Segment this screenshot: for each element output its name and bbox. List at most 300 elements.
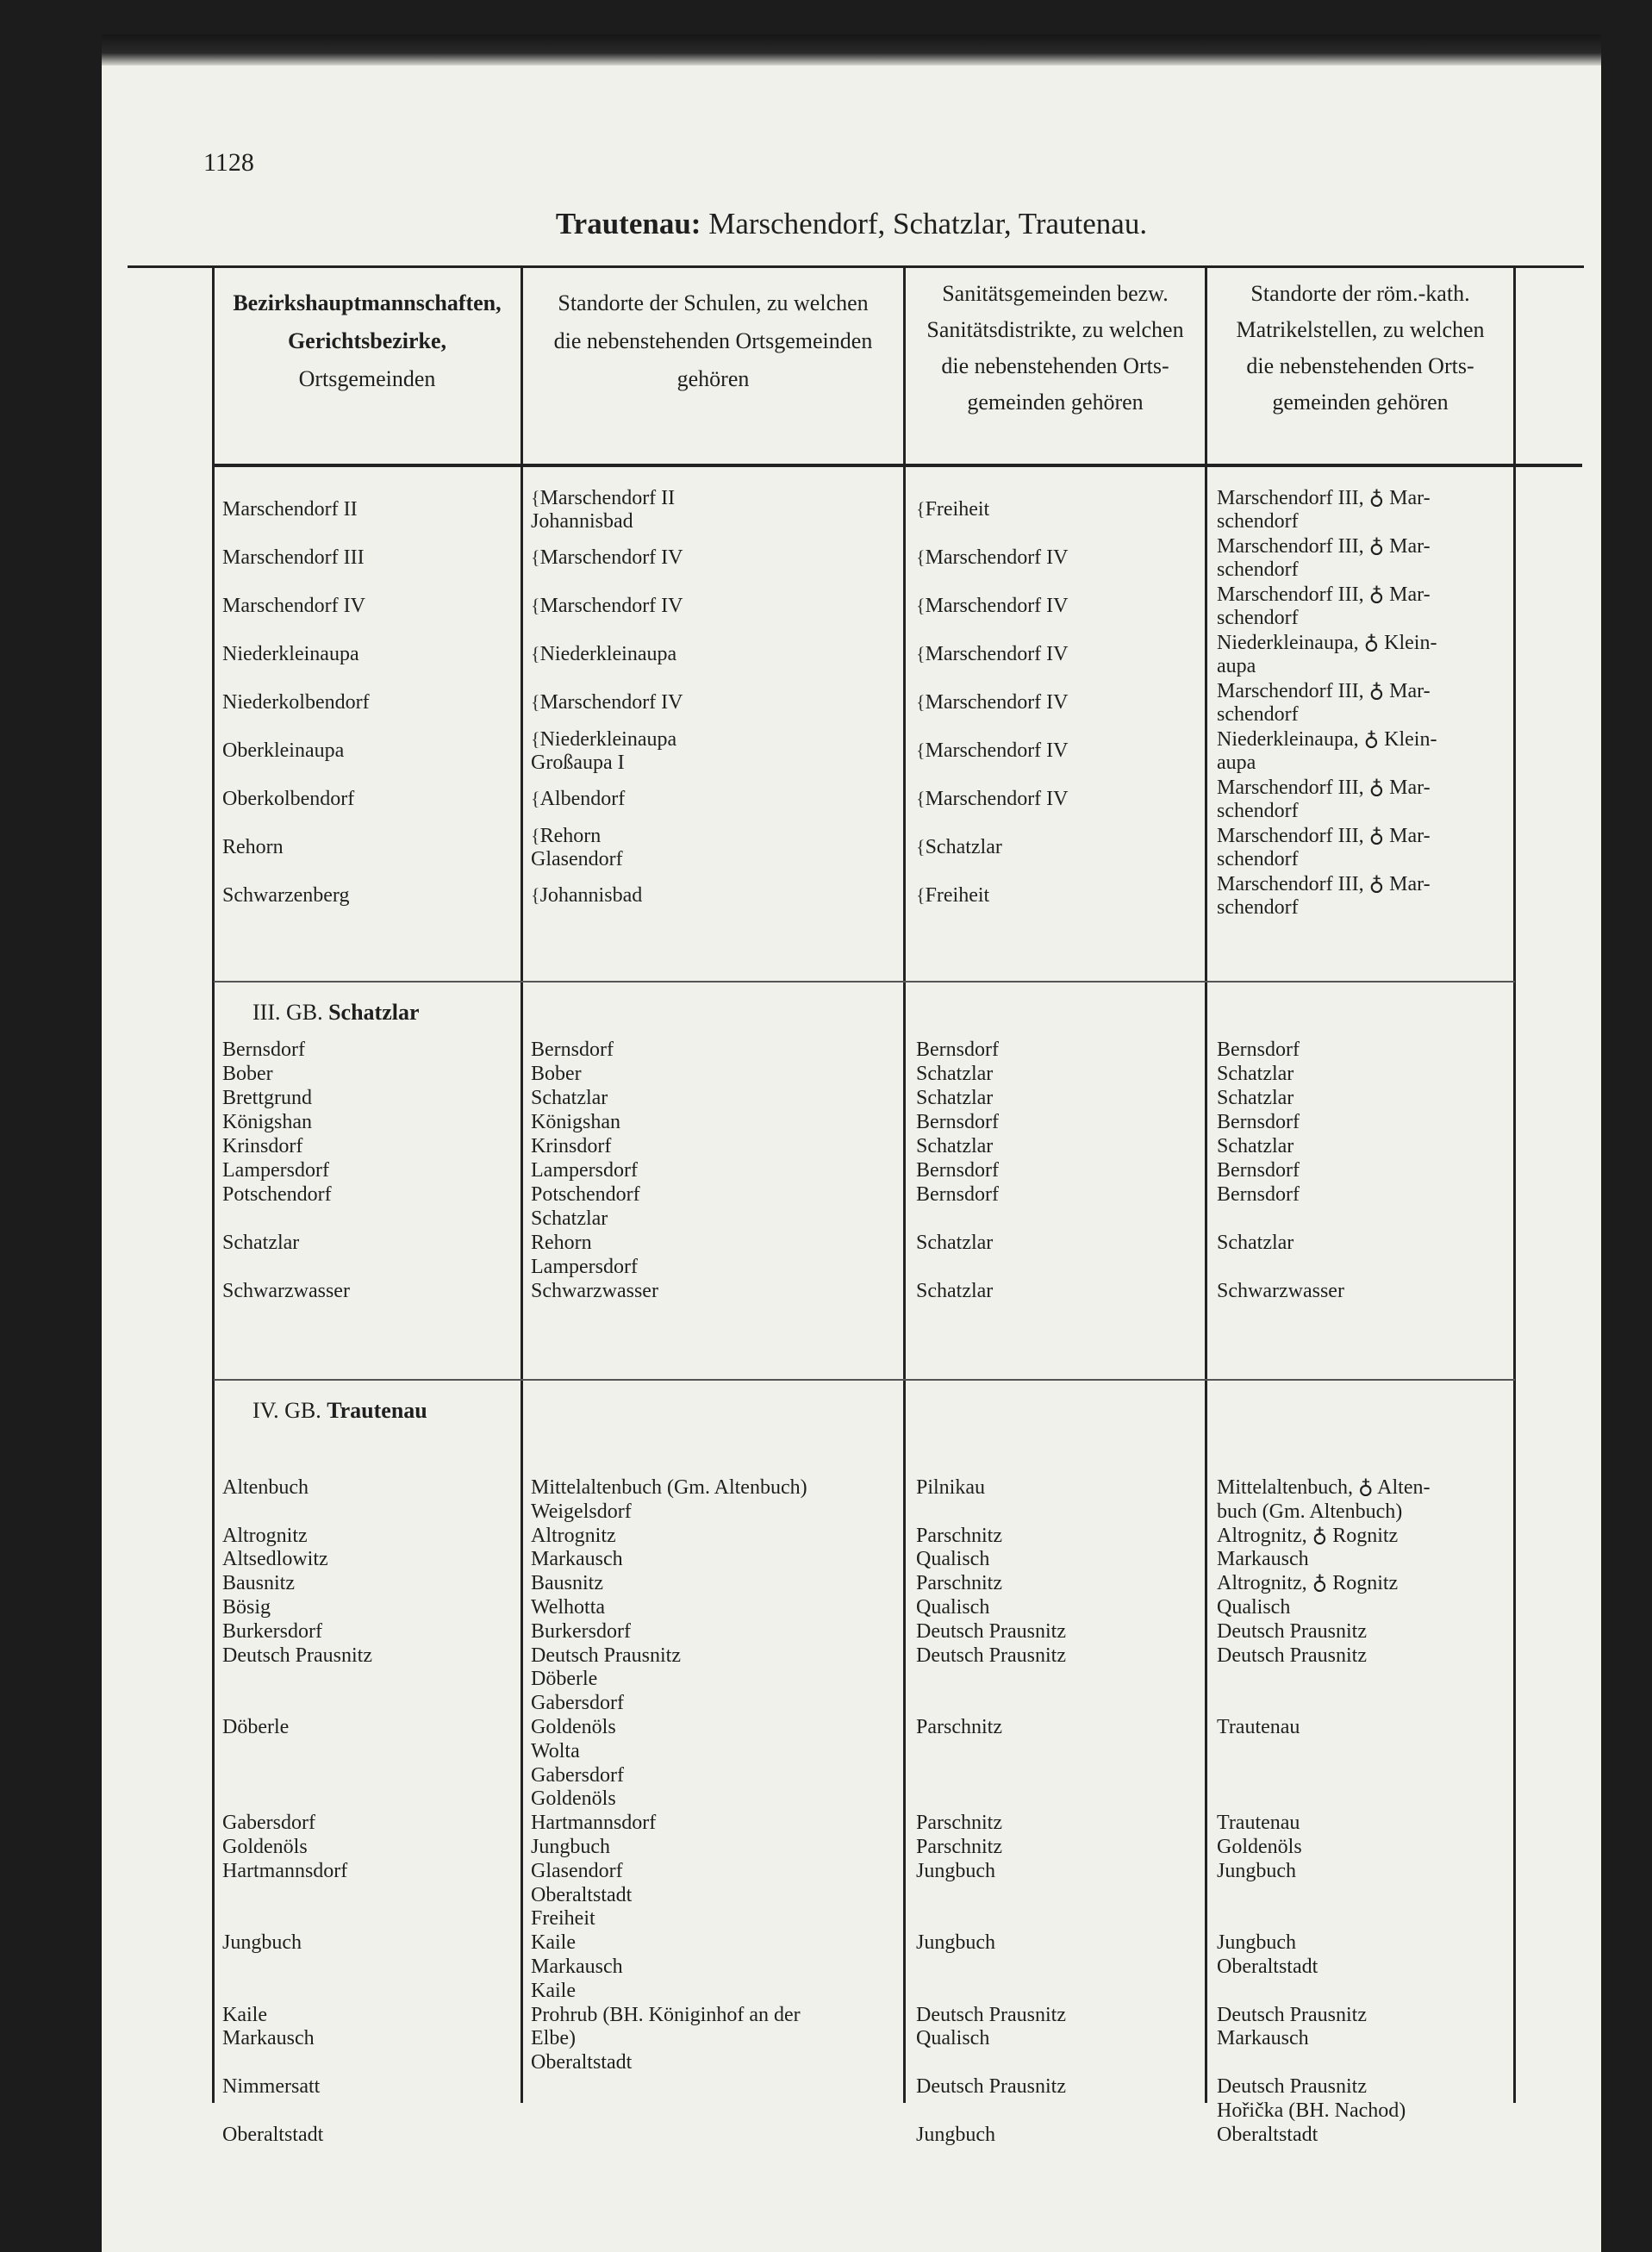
trautenau-col1-cell bbox=[222, 1644, 372, 1668]
trautenau-col4-cell-text: Qualisch bbox=[1217, 1596, 1291, 1619]
trautenau-col2-cell-text: Markausch bbox=[531, 1956, 623, 1978]
schatzlar-col2-cell bbox=[531, 1279, 658, 1303]
schatzlar-col1-cell bbox=[222, 1158, 329, 1182]
matrikel-cell-text: schendorf bbox=[1217, 800, 1299, 822]
matrikel-cell bbox=[1217, 702, 1299, 727]
matrikel-cell bbox=[1217, 824, 1431, 848]
header-col3-line3: die nebenstehenden Orts- bbox=[941, 353, 1169, 378]
schatzlar-col4-cell-text: Bernsdorf bbox=[1217, 1159, 1300, 1182]
schule-cell-text: Marschendorf II bbox=[539, 487, 676, 509]
trautenau-col4-cell bbox=[1217, 1715, 1300, 1739]
trautenau-col2-cell bbox=[531, 1691, 624, 1715]
matrikel-cell bbox=[1217, 606, 1299, 630]
section-prefix: III. GB. bbox=[252, 1000, 323, 1025]
trautenau-col3-cell bbox=[916, 2003, 1066, 2027]
column-divider-2 bbox=[521, 267, 523, 2103]
trautenau-col3-cell-text: Parschnitz bbox=[916, 1812, 1002, 1835]
schatzlar-col2-cell bbox=[531, 1062, 582, 1086]
trautenau-col2-cell bbox=[531, 1931, 576, 1955]
matrikel-cell bbox=[1217, 847, 1299, 871]
schatzlar-col2-cell-text: Bober bbox=[531, 1063, 582, 1085]
schule-cell bbox=[531, 751, 625, 775]
schatzlar-col2-cell-text: Schatzlar bbox=[531, 1087, 608, 1109]
trautenau-col2-cell-text: Oberaltstadt bbox=[531, 1883, 633, 1906]
schatzlar-col1-cell bbox=[222, 1279, 350, 1303]
section-heading-trautenau bbox=[252, 1398, 427, 1424]
trautenau-col2-cell bbox=[531, 1524, 616, 1548]
trautenau-col4-cell bbox=[1217, 1595, 1290, 1619]
trautenau-col3-cell bbox=[916, 1811, 1002, 1835]
schule-cell bbox=[531, 642, 676, 666]
schatzlar-col1-cell-text: Krinsdorf bbox=[222, 1135, 303, 1157]
sanitaet-cell-text: Marschendorf IV bbox=[925, 691, 1069, 714]
document-page bbox=[102, 34, 1601, 2252]
trautenau-col1-cell bbox=[222, 2026, 315, 2050]
trautenau-col3-cell bbox=[916, 2123, 995, 2147]
trautenau-col3-cell bbox=[916, 1715, 1002, 1739]
matrikel-cell-text: Marschendorf III, ♁ Mar- bbox=[1217, 777, 1431, 799]
trautenau-col4-cell bbox=[1217, 2026, 1309, 2050]
trautenau-col2-cell-text: Hartmannsdorf bbox=[531, 1812, 657, 1835]
trautenau-col3-cell bbox=[916, 2074, 1066, 2099]
trautenau-col3-cell bbox=[916, 1931, 995, 1955]
matrikel-cell-text: Niederkleinaupa, ♁ Klein- bbox=[1217, 728, 1437, 751]
trautenau-col1-cell-text: Altsedlowitz bbox=[222, 1548, 328, 1571]
trautenau-col3-cell-text: Qualisch bbox=[916, 2027, 990, 2050]
sanitaet-cell-text: Freiheit bbox=[925, 498, 990, 521]
matrikel-cell-text: schendorf bbox=[1217, 896, 1299, 919]
trautenau-col1-cell-text: Deutsch Prausnitz bbox=[222, 1644, 372, 1667]
matrikel-cell-text: aupa bbox=[1217, 655, 1256, 677]
ortsgemeinde-cell-text: Niederkleinaupa bbox=[222, 643, 359, 665]
schatzlar-col2-cell bbox=[531, 1255, 638, 1279]
schatzlar-col1-cell bbox=[222, 1182, 332, 1207]
ortsgemeinde-cell-text: Oberkleinaupa bbox=[222, 739, 345, 762]
brace-mark: { bbox=[916, 836, 926, 858]
header-col2-line2: die nebenstehenden Ortsgemeinden bbox=[553, 328, 873, 353]
schatzlar-col3-cell-text: Bernsdorf bbox=[916, 1111, 999, 1133]
brace-mark: { bbox=[916, 739, 926, 761]
trautenau-col2-cell-text: Goldenöls bbox=[531, 1787, 616, 1811]
sanitaet-cell-text: Schatzlar bbox=[925, 836, 1002, 858]
trautenau-col3-cell-text: Pilnikau bbox=[916, 1476, 986, 1499]
trautenau-col4-cell bbox=[1217, 1619, 1367, 1644]
schatzlar-col1-cell bbox=[222, 1086, 312, 1110]
trautenau-col2-cell bbox=[531, 1595, 605, 1619]
trautenau-col1-cell-text: Markausch bbox=[222, 2027, 315, 2050]
schatzlar-col1-cell-text: Brettgrund bbox=[222, 1087, 312, 1109]
header-col4-line4: gemeinden gehören bbox=[1272, 390, 1449, 415]
trautenau-col1-cell-text: Nimmersatt bbox=[222, 2075, 321, 2098]
schatzlar-col4-cell-text: Schatzlar bbox=[1217, 1063, 1294, 1085]
trautenau-col3-cell-text: Deutsch Prausnitz bbox=[916, 2003, 1066, 2026]
ortsgemeinde-cell bbox=[222, 690, 370, 714]
page-number: 1128 bbox=[203, 148, 254, 177]
schatzlar-col2-cell-text: Krinsdorf bbox=[531, 1135, 612, 1157]
trautenau-col3-cell-text: Parschnitz bbox=[916, 1572, 1002, 1595]
trautenau-col4-cell-text: Jungbuch bbox=[1217, 1931, 1296, 1955]
schatzlar-col4-cell-text: Bernsdorf bbox=[1217, 1039, 1300, 1061]
schatzlar-col2-cell bbox=[531, 1182, 640, 1207]
trautenau-col1-cell-text: Gabersdorf bbox=[222, 1812, 315, 1835]
schule-cell bbox=[531, 847, 623, 871]
brace-mark: { bbox=[531, 546, 540, 568]
brace-mark: { bbox=[531, 788, 540, 809]
ortsgemeinde-cell bbox=[222, 546, 365, 570]
schule-cell-text: Johannisbad bbox=[531, 510, 633, 533]
sanitaet-cell-text: Marschendorf IV bbox=[925, 788, 1069, 810]
schatzlar-col2-cell-text: Lampersdorf bbox=[531, 1256, 638, 1278]
schatzlar-col3-cell bbox=[916, 1062, 993, 1086]
matrikel-cell-text: schendorf bbox=[1217, 607, 1299, 629]
matrikel-cell bbox=[1217, 776, 1431, 800]
trautenau-col3-cell bbox=[916, 1595, 989, 1619]
trautenau-col1-cell bbox=[222, 1571, 295, 1595]
trautenau-col4-cell bbox=[1217, 1475, 1431, 1500]
trautenau-col1-cell bbox=[222, 2003, 267, 2027]
trautenau-col3-cell bbox=[916, 1835, 1002, 1859]
trautenau-col3-cell bbox=[916, 1547, 989, 1571]
trautenau-col4-cell-text: Jungbuch bbox=[1217, 1859, 1296, 1882]
schatzlar-col3-cell-text: Schatzlar bbox=[916, 1063, 994, 1085]
trautenau-col3-cell bbox=[916, 2026, 989, 2050]
trautenau-col1-cell bbox=[222, 1475, 309, 1500]
brace-mark: { bbox=[531, 595, 540, 616]
schule-cell-text: Marschendorf IV bbox=[539, 691, 683, 714]
trautenau-col3-cell-text: Qualisch bbox=[916, 1548, 990, 1571]
trautenau-col3-cell bbox=[916, 1571, 1002, 1595]
schule-cell bbox=[531, 824, 601, 848]
trautenau-col2-cell-text: Jungbuch bbox=[531, 1836, 610, 1858]
ortsgemeinde-cell bbox=[222, 835, 284, 859]
header-col4-line2: Matrikelstellen, zu welchen bbox=[1236, 317, 1485, 342]
title-bold: Trautenau: bbox=[555, 207, 701, 240]
trautenau-col1-cell-text: Goldenöls bbox=[222, 1836, 308, 1858]
schule-cell-text: Marschendorf IV bbox=[539, 595, 683, 617]
schatzlar-col1-cell bbox=[222, 1062, 273, 1086]
trautenau-col2-cell-text: Prohrub (BH. Königinhof an der bbox=[531, 2003, 801, 2026]
ortsgemeinde-cell bbox=[222, 642, 359, 666]
header-col3-line2: Sanitätsdistrikte, zu welchen bbox=[926, 317, 1184, 342]
header-col1-line3: Ortsgemeinden bbox=[298, 366, 436, 391]
section-name: Trautenau bbox=[327, 1398, 427, 1423]
trautenau-col2-cell-text: Mittelaltenbuch (Gm. Altenbuch) bbox=[531, 1476, 807, 1499]
matrikel-cell-text: Marschendorf III, ♁ Mar- bbox=[1217, 487, 1431, 509]
trautenau-col4-cell bbox=[1217, 1835, 1302, 1859]
schule-cell-text: Großaupa I bbox=[531, 752, 625, 774]
trautenau-col3-cell bbox=[916, 1859, 995, 1883]
schule-cell-text: Marschendorf IV bbox=[539, 546, 683, 569]
trautenau-col3-cell-text: Deutsch Prausnitz bbox=[916, 1644, 1066, 1667]
trautenau-col1-cell-text: Altrognitz bbox=[222, 1524, 308, 1547]
trautenau-col1-cell bbox=[222, 1715, 289, 1739]
ortsgemeinde-cell-text: Niederkolbendorf bbox=[222, 691, 370, 714]
trautenau-col4-cell-text: Hořička (BH. Nachod) bbox=[1217, 2099, 1406, 2122]
sanitaet-cell-text: Marschendorf IV bbox=[925, 595, 1069, 617]
trautenau-col4-cell-text: buch (Gm. Altenbuch) bbox=[1217, 1500, 1403, 1523]
trautenau-col2-cell bbox=[531, 1859, 623, 1883]
schatzlar-col3-cell bbox=[916, 1182, 999, 1207]
page-title bbox=[102, 207, 1601, 241]
matrikel-cell-text: Niederkleinaupa, ♁ Klein- bbox=[1217, 632, 1437, 654]
matrikel-cell bbox=[1217, 872, 1431, 896]
trautenau-col1-cell-text: Döberle bbox=[222, 1716, 290, 1738]
trautenau-col2-cell-text: Burkersdorf bbox=[531, 1619, 631, 1643]
trautenau-col2-cell bbox=[531, 1715, 616, 1739]
schatzlar-col2-cell bbox=[531, 1134, 611, 1158]
schatzlar-col4-cell bbox=[1217, 1231, 1294, 1255]
header-bottom-rule bbox=[212, 464, 1582, 467]
matrikel-cell bbox=[1217, 679, 1431, 703]
schatzlar-col4-cell-text: Schatzlar bbox=[1217, 1087, 1294, 1109]
trautenau-col2-cell-text: Markausch bbox=[531, 1548, 623, 1571]
schatzlar-col4-cell-text: Bernsdorf bbox=[1217, 1111, 1300, 1133]
trautenau-col4-cell bbox=[1217, 1644, 1367, 1668]
schatzlar-col1-cell-text: Bober bbox=[222, 1063, 273, 1085]
column-divider-3 bbox=[903, 267, 906, 2103]
trautenau-col2-cell bbox=[531, 1475, 807, 1500]
schatzlar-col3-cell-text: Bernsdorf bbox=[916, 1183, 999, 1206]
schatzlar-col1-cell-text: Schatzlar bbox=[222, 1232, 300, 1254]
trautenau-col2-cell-text: Weigelsdorf bbox=[531, 1500, 632, 1523]
trautenau-col3-cell bbox=[916, 1619, 1066, 1644]
brace-mark: { bbox=[916, 788, 926, 809]
column-divider-1 bbox=[212, 267, 215, 2103]
sanitaet-cell bbox=[916, 546, 1069, 570]
trautenau-col2-cell bbox=[531, 1500, 632, 1524]
brace-mark: { bbox=[531, 643, 540, 664]
matrikel-cell bbox=[1217, 509, 1299, 533]
schatzlar-col2-cell bbox=[531, 1207, 608, 1231]
trautenau-col4-cell bbox=[1217, 2123, 1318, 2147]
sanitaet-cell-text: Marschendorf IV bbox=[925, 739, 1069, 762]
trautenau-col3-cell-text: Jungbuch bbox=[916, 2123, 995, 2146]
schatzlar-col3-cell-text: Schatzlar bbox=[916, 1087, 994, 1109]
trautenau-col1-cell-text: Altenbuch bbox=[222, 1476, 309, 1499]
section-rule-2 bbox=[214, 1379, 1515, 1381]
sanitaet-cell bbox=[916, 497, 989, 521]
trautenau-col2-cell bbox=[531, 1883, 632, 1907]
trautenau-col4-cell-text: Trautenau bbox=[1217, 1716, 1300, 1738]
trautenau-col1-cell bbox=[222, 1835, 308, 1859]
schatzlar-col2-cell-text: Rehorn bbox=[531, 1232, 592, 1254]
trautenau-col4-cell bbox=[1217, 1547, 1309, 1571]
schatzlar-col2-cell-text: Bernsdorf bbox=[531, 1039, 614, 1061]
matrikel-cell bbox=[1217, 534, 1431, 558]
schule-cell bbox=[531, 509, 633, 533]
trautenau-col2-cell-text: Kaile bbox=[531, 1979, 576, 2002]
trautenau-col2-cell-text: Kaile bbox=[531, 1931, 576, 1955]
schule-cell-text: Johannisbad bbox=[539, 884, 643, 907]
schatzlar-col2-cell-text: Schatzlar bbox=[531, 1207, 608, 1230]
trautenau-col1-cell-text: Jungbuch bbox=[222, 1931, 302, 1955]
section-heading-schatzlar bbox=[252, 1000, 420, 1026]
sanitaet-cell bbox=[916, 690, 1069, 714]
trautenau-col1-cell bbox=[222, 1859, 347, 1883]
title-rest: Marschendorf, Schatzlar, Trautenau. bbox=[708, 207, 1148, 240]
ortsgemeinde-cell bbox=[222, 594, 365, 618]
trautenau-col2-cell-text: Gabersdorf bbox=[531, 1763, 624, 1787]
brace-mark: { bbox=[916, 643, 926, 664]
schatzlar-col1-cell-text: Potschendorf bbox=[222, 1183, 332, 1206]
schatzlar-col1-cell bbox=[222, 1231, 299, 1255]
trautenau-col3-cell-text: Deutsch Prausnitz bbox=[916, 2075, 1066, 2098]
trautenau-col4-cell-text: Markausch bbox=[1217, 2027, 1309, 2050]
sanitaet-cell bbox=[916, 787, 1069, 811]
matrikel-cell bbox=[1217, 654, 1256, 678]
trautenau-col2-cell-text: Elbe) bbox=[531, 2027, 576, 2050]
ortsgemeinde-cell-text: Marschendorf IV bbox=[222, 595, 365, 617]
matrikel-cell-text: Marschendorf III, ♁ Mar- bbox=[1217, 583, 1431, 606]
header-col1-line2: Gerichtsbezirke, bbox=[287, 328, 447, 353]
schatzlar-col4-cell bbox=[1217, 1038, 1300, 1062]
brace-mark: { bbox=[916, 691, 926, 713]
schatzlar-col1-cell bbox=[222, 1110, 312, 1134]
matrikel-cell-text: schendorf bbox=[1217, 848, 1299, 870]
schatzlar-col2-cell-text: Potschendorf bbox=[531, 1183, 640, 1206]
schatzlar-col4-cell bbox=[1217, 1134, 1294, 1158]
matrikel-cell-text: Marschendorf III, ♁ Mar- bbox=[1217, 825, 1431, 847]
header-col4 bbox=[1207, 276, 1513, 421]
trautenau-col4-cell-text: Altrognitz, ♁ Rognitz bbox=[1217, 1524, 1399, 1547]
trautenau-col4-cell-text: Deutsch Prausnitz bbox=[1217, 1644, 1367, 1667]
header-col3-line4: gemeinden gehören bbox=[967, 390, 1144, 415]
trautenau-col2-cell-text: Deutsch Prausnitz bbox=[531, 1644, 681, 1667]
brace-mark: { bbox=[916, 498, 926, 520]
trautenau-col2-cell-text: Döberle bbox=[531, 1668, 598, 1691]
matrikel-cell bbox=[1217, 583, 1431, 607]
schatzlar-col2-cell bbox=[531, 1158, 638, 1182]
ortsgemeinde-cell bbox=[222, 787, 354, 811]
trautenau-col4-cell bbox=[1217, 2099, 1406, 2123]
schatzlar-col3-cell-text: Schatzlar bbox=[916, 1135, 994, 1157]
schatzlar-col1-cell bbox=[222, 1038, 305, 1062]
trautenau-col2-cell bbox=[531, 1906, 595, 1931]
ortsgemeinde-cell-text: Marschendorf III bbox=[222, 546, 365, 569]
trautenau-col2-cell bbox=[531, 1787, 616, 1811]
schatzlar-col3-cell bbox=[916, 1086, 993, 1110]
trautenau-col4-cell bbox=[1217, 2003, 1367, 2027]
trautenau-col2-cell-text: Goldenöls bbox=[531, 1716, 616, 1738]
schule-cell-text: Niederkleinaupa bbox=[539, 643, 677, 665]
header-col4-line1: Standorte der röm.-kath. bbox=[1250, 281, 1470, 306]
brace-mark: { bbox=[531, 728, 540, 750]
schatzlar-col2-cell-text: Königshan bbox=[531, 1111, 620, 1133]
trautenau-col2-cell-text: Welhotta bbox=[531, 1596, 606, 1619]
brace-mark: { bbox=[916, 884, 926, 906]
sanitaet-cell-text: Marschendorf IV bbox=[925, 546, 1069, 569]
schatzlar-col4-cell bbox=[1217, 1279, 1344, 1303]
trautenau-col4-cell-text: Deutsch Prausnitz bbox=[1217, 1619, 1367, 1643]
trautenau-col1-cell bbox=[222, 1619, 322, 1644]
sanitaet-cell-text: Marschendorf IV bbox=[925, 643, 1069, 665]
trautenau-col2-cell bbox=[531, 1667, 597, 1691]
trautenau-col2-cell-text: Bausnitz bbox=[531, 1572, 603, 1595]
schule-cell-text: Niederkleinaupa bbox=[539, 728, 677, 751]
matrikel-cell-text: aupa bbox=[1217, 752, 1256, 774]
column-divider-4 bbox=[1205, 267, 1207, 2103]
schatzlar-col1-cell-text: Schwarzwasser bbox=[222, 1280, 350, 1302]
trautenau-col2-cell-text: Wolta bbox=[531, 1739, 580, 1762]
header-col2-line3: gehören bbox=[676, 366, 750, 391]
schatzlar-col3-cell-text: Schatzlar bbox=[916, 1280, 994, 1302]
brace-mark: { bbox=[531, 884, 540, 906]
trautenau-col2-cell bbox=[531, 1619, 631, 1644]
schule-cell bbox=[531, 883, 642, 908]
section-name: Schatzlar bbox=[328, 1000, 420, 1025]
schatzlar-col3-cell bbox=[916, 1231, 993, 1255]
schatzlar-col1-cell bbox=[222, 1134, 302, 1158]
trautenau-col4-cell-text: Deutsch Prausnitz bbox=[1217, 2003, 1367, 2026]
schatzlar-col4-cell-text: Schatzlar bbox=[1217, 1135, 1294, 1157]
sanitaet-cell-text: Freiheit bbox=[925, 884, 990, 907]
trautenau-col1-cell-text: Bösig bbox=[222, 1596, 271, 1619]
schatzlar-col4-cell bbox=[1217, 1110, 1300, 1134]
schatzlar-col3-cell bbox=[916, 1158, 999, 1182]
trautenau-col2-cell bbox=[531, 2050, 632, 2074]
matrikel-cell-text: schendorf bbox=[1217, 558, 1299, 581]
schatzlar-col3-cell bbox=[916, 1110, 999, 1134]
trautenau-col4-cell-text: Mittelaltenbuch, ♁ Alten- bbox=[1217, 1476, 1431, 1499]
matrikel-cell-text: schendorf bbox=[1217, 510, 1299, 533]
sanitaet-cell bbox=[916, 835, 1002, 859]
trautenau-col4-cell-text: Altrognitz, ♁ Rognitz bbox=[1217, 1572, 1399, 1595]
schatzlar-col3-cell-text: Bernsdorf bbox=[916, 1159, 999, 1182]
ortsgemeinde-cell-text: Oberkolbendorf bbox=[222, 788, 355, 810]
trautenau-col1-cell bbox=[222, 2074, 320, 2099]
matrikel-cell bbox=[1217, 799, 1299, 823]
ortsgemeinde-cell-text: Rehorn bbox=[222, 836, 284, 858]
trautenau-col3-cell-text: Deutsch Prausnitz bbox=[916, 1619, 1066, 1643]
trautenau-col2-cell-text: Oberaltstadt bbox=[531, 2051, 633, 2074]
schule-cell-text: Rehorn bbox=[539, 825, 602, 847]
column-divider-5 bbox=[1513, 267, 1516, 2103]
trautenau-col1-cell bbox=[222, 1547, 328, 1571]
trautenau-col1-cell-text: Oberaltstadt bbox=[222, 2123, 324, 2146]
trautenau-col2-cell-text: Altrognitz bbox=[531, 1524, 616, 1547]
trautenau-col2-cell bbox=[531, 1811, 656, 1835]
schule-cell bbox=[531, 546, 683, 570]
schatzlar-col3-cell bbox=[916, 1134, 993, 1158]
ortsgemeinde-cell-text: Marschendorf II bbox=[222, 498, 358, 521]
trautenau-col4-cell bbox=[1217, 1571, 1398, 1595]
section-prefix: IV. GB. bbox=[252, 1398, 321, 1423]
schatzlar-col3-cell-text: Bernsdorf bbox=[916, 1039, 999, 1061]
trautenau-col1-cell-text: Kaile bbox=[222, 2003, 267, 2026]
trautenau-col1-cell bbox=[222, 1931, 302, 1955]
schatzlar-col2-cell bbox=[531, 1231, 592, 1255]
schatzlar-col3-cell bbox=[916, 1038, 999, 1062]
schatzlar-col1-cell-text: Königshan bbox=[222, 1111, 312, 1133]
schule-cell bbox=[531, 727, 676, 752]
schatzlar-col1-cell-text: Lampersdorf bbox=[222, 1159, 329, 1182]
schatzlar-col2-cell-text: Lampersdorf bbox=[531, 1159, 638, 1182]
trautenau-col1-cell bbox=[222, 1595, 271, 1619]
schule-cell bbox=[531, 690, 683, 714]
schule-cell bbox=[531, 594, 683, 618]
schatzlar-col3-cell bbox=[916, 1279, 993, 1303]
matrikel-cell bbox=[1217, 486, 1431, 510]
trautenau-col1-cell-text: Burkersdorf bbox=[222, 1619, 322, 1643]
matrikel-cell-text: Marschendorf III, ♁ Mar- bbox=[1217, 680, 1431, 702]
schule-cell bbox=[531, 787, 625, 811]
schatzlar-col1-cell-text: Bernsdorf bbox=[222, 1039, 305, 1061]
schatzlar-col4-cell-text: Bernsdorf bbox=[1217, 1183, 1300, 1206]
schatzlar-col4-cell bbox=[1217, 1062, 1294, 1086]
trautenau-col3-cell-text: Parschnitz bbox=[916, 1716, 1002, 1738]
schatzlar-col4-cell-text: Schwarzwasser bbox=[1217, 1280, 1344, 1302]
sanitaet-cell bbox=[916, 739, 1069, 763]
